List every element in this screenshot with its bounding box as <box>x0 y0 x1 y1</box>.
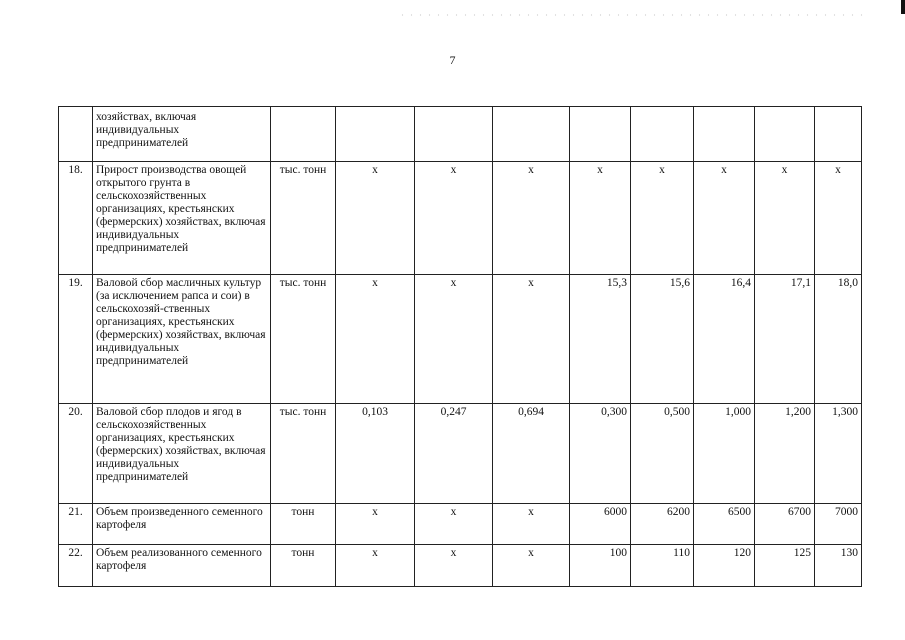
page-number: 7 <box>449 53 456 67</box>
cell-value: 6500 <box>694 504 755 545</box>
cell-name: Прирост производства овощей открытого грунта в сельскохозяйственных организациях, крестьянских (фермерских) хозяйствах, включая индивидуальных предпринимателей <box>93 162 271 275</box>
cell-value <box>631 107 694 162</box>
table-row <box>59 404 862 504</box>
cell-value: 110 <box>631 545 694 587</box>
cell-value: 100 <box>570 545 631 587</box>
cell-value: 16,4 <box>694 275 755 404</box>
cell-value <box>815 107 862 162</box>
cell-value: х <box>493 275 570 404</box>
scan-corner-mark <box>901 0 905 14</box>
cell-value: 18,0 <box>815 275 862 404</box>
cell-name: Объем произведенного семенного картофеля <box>93 504 271 545</box>
cell-value: 0,103 <box>336 404 415 504</box>
cell-value: х <box>336 275 415 404</box>
cell-value: х <box>493 545 570 587</box>
cell-num <box>59 107 93 162</box>
cell-value: 0,247 <box>415 404 493 504</box>
cell-value: 6200 <box>631 504 694 545</box>
cell-value: 7000 <box>815 504 862 545</box>
cell-value: 15,6 <box>631 275 694 404</box>
cell-value: х <box>493 162 570 275</box>
cell-value: 130 <box>815 545 862 587</box>
cell-name: Объем реализованного семенного картофеля <box>93 545 271 587</box>
cell-value: х <box>415 162 493 275</box>
cell-unit <box>271 107 336 162</box>
cell-value: 1,000 <box>694 404 755 504</box>
cell-value: х <box>336 545 415 587</box>
table-row <box>59 504 862 545</box>
cell-unit: тыс. тонн <box>271 162 336 275</box>
cell-value: х <box>570 162 631 275</box>
table-row <box>59 162 862 275</box>
cell-name: Валовой сбор плодов и ягод в сельскохозяйственных организациях, крестьянских (фермерских) хозяйствах, включая индивидуальных предпринимателей <box>93 404 271 504</box>
cell-num: 18. <box>59 162 93 275</box>
cell-value: х <box>493 504 570 545</box>
scan-noise <box>398 12 868 18</box>
cell-unit: тонн <box>271 504 336 545</box>
cell-value <box>493 107 570 162</box>
cell-value <box>336 107 415 162</box>
cell-value <box>415 107 493 162</box>
cell-value: 125 <box>755 545 815 587</box>
cell-unit: тыс. тонн <box>271 275 336 404</box>
cell-value: 15,3 <box>570 275 631 404</box>
cell-value: х <box>694 162 755 275</box>
cell-value <box>694 107 755 162</box>
cell-value: 6700 <box>755 504 815 545</box>
cell-value <box>570 107 631 162</box>
cell-value: 0,500 <box>631 404 694 504</box>
cell-value: х <box>415 545 493 587</box>
table-row <box>59 545 862 587</box>
cell-name: Валовой сбор масличных культур (за исключением рапса и сои) в сельскохозяй-ственных организациях, крестьянских (фермерских) хозяйствах, включая индивидуальных предпринимателей <box>93 275 271 404</box>
cell-value: 1,200 <box>755 404 815 504</box>
cell-value: х <box>336 162 415 275</box>
cell-num: 19. <box>59 275 93 404</box>
cell-value: 120 <box>694 545 755 587</box>
cell-value: х <box>336 504 415 545</box>
cell-value: 0,300 <box>570 404 631 504</box>
cell-unit: тыс. тонн <box>271 404 336 504</box>
cell-unit: тонн <box>271 545 336 587</box>
cell-num: 22. <box>59 545 93 587</box>
cell-value: х <box>755 162 815 275</box>
cell-name: хозяйствах, включая индивидуальных предпринимателей <box>93 107 271 162</box>
cell-num: 20. <box>59 404 93 504</box>
cell-value: х <box>631 162 694 275</box>
cell-num: 21. <box>59 504 93 545</box>
cell-value: 17,1 <box>755 275 815 404</box>
cell-value: х <box>415 504 493 545</box>
table-row-continuation <box>59 107 862 162</box>
cell-value: 1,300 <box>815 404 862 504</box>
cell-value: х <box>815 162 862 275</box>
cell-value <box>755 107 815 162</box>
table-row <box>59 275 862 404</box>
cell-value: 0,694 <box>493 404 570 504</box>
cell-value: 6000 <box>570 504 631 545</box>
indicators-table <box>58 106 862 587</box>
cell-value: х <box>415 275 493 404</box>
